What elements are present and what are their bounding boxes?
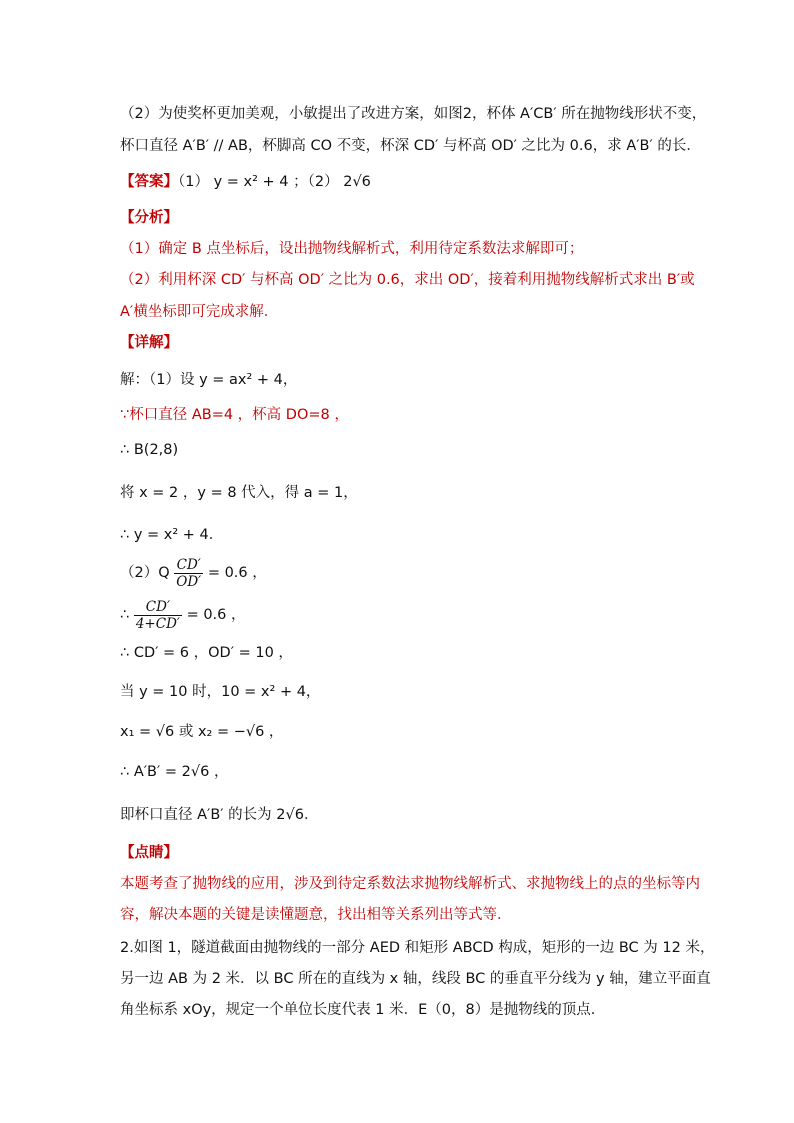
- question2-line-2: 另一边 AB 为 2 米．以 BC 所在的直线为 x 轴，线段 BC 的垂直平分线为 y 轴，建立平面直: [120, 971, 711, 987]
- solution-step-12: 即杯口直径 A′B′ 的长为 2√6．: [120, 807, 319, 823]
- solution-step-11: ∴ A′B′ = 2√6 ，: [120, 764, 229, 780]
- solution-step-6: （2）Q $\frac{CD'}{OD'}$ = 0.6 ，: [120, 556, 267, 590]
- answer-line: [120, 172, 371, 192]
- analysis-line-3: A′横坐标即可完成求解．: [120, 304, 279, 320]
- analysis-line-2: （2）利用杯深 CD′ 与杯高 OD′ 之比为 0.6，求出 OD′，接着利用抛物线解析式求出 B′或: [120, 272, 695, 288]
- solution-step-2: ∵杯口直径 AB=4 ，杯高 DO=8 ，: [120, 407, 349, 423]
- comment-line-2: 容，解决本题的关键是读懂题意，找出相等关系列出等式等．: [120, 907, 512, 923]
- solution-step-10: x₁ = √6 或 x₂ = −√6 ，: [120, 724, 284, 740]
- solution-step-9: 当 y = 10 时，10 = x² + 4，: [120, 684, 321, 700]
- question2-line-3: 角坐标系 xOy，规定一个单位长度代表 1 米．E（0，8）是抛物线的顶点．: [120, 1002, 606, 1018]
- analysis-line-1: （1）确定 B 点坐标后，设出抛物线解析式，利用待定系数法求解即可；: [120, 241, 584, 257]
- comment-line-1: 本题考查了抛物线的应用，涉及到待定系数法求抛物线解析式、求抛物线上的点的坐标等内: [120, 876, 700, 892]
- part2-question-line-1: （2）为使奖杯更加美观，小敏提出了改进方案，如图2，杯体 A′CB′ 所在抛物线形状不变，: [120, 106, 707, 122]
- detail-label: 【详解】: [120, 335, 178, 351]
- answer-text: （1） y = x² + 4 ；（2） 2√6: [178, 174, 371, 190]
- solution-step-3: ∴ B(2,8): [120, 442, 179, 458]
- solution-step-1: 解：（1）设 y = ax² + 4，: [120, 372, 298, 388]
- answer-label: 【答案】: [120, 174, 178, 190]
- comment-label: 【点睛】: [120, 845, 178, 861]
- question2-line-1: 2.如图 1，隧道截面由抛物线的一部分 AED 和矩形 ABCD 构成，矩形的一边 BC 为 12 米，: [120, 940, 715, 956]
- solution-step-8: ∴ CD′ = 6 ，OD′ = 10 ，: [120, 645, 293, 661]
- fraction-cd-od: $\frac{CD'}{OD'}$: [176, 556, 202, 590]
- part2-question-line-2: 杯口直径 A′B′ // AB，杯脚高 CO 不变，杯深 CD′ 与杯高 OD′ 之比为 0.6，求 A′B′ 的长．: [120, 138, 701, 154]
- solution-step-7: ∴ $\frac{CD'}{4+CD'}$ = 0.6 ，: [120, 598, 246, 632]
- fraction-cd-4cd: $\frac{CD'}{4+CD'}$: [135, 598, 180, 632]
- analysis-label: 【分析】: [120, 210, 178, 226]
- solution-step-4: 将 x = 2 ，y = 8 代入，得 a = 1，: [120, 485, 358, 501]
- solution-step-5: ∴ y = x² + 4．: [120, 527, 224, 543]
